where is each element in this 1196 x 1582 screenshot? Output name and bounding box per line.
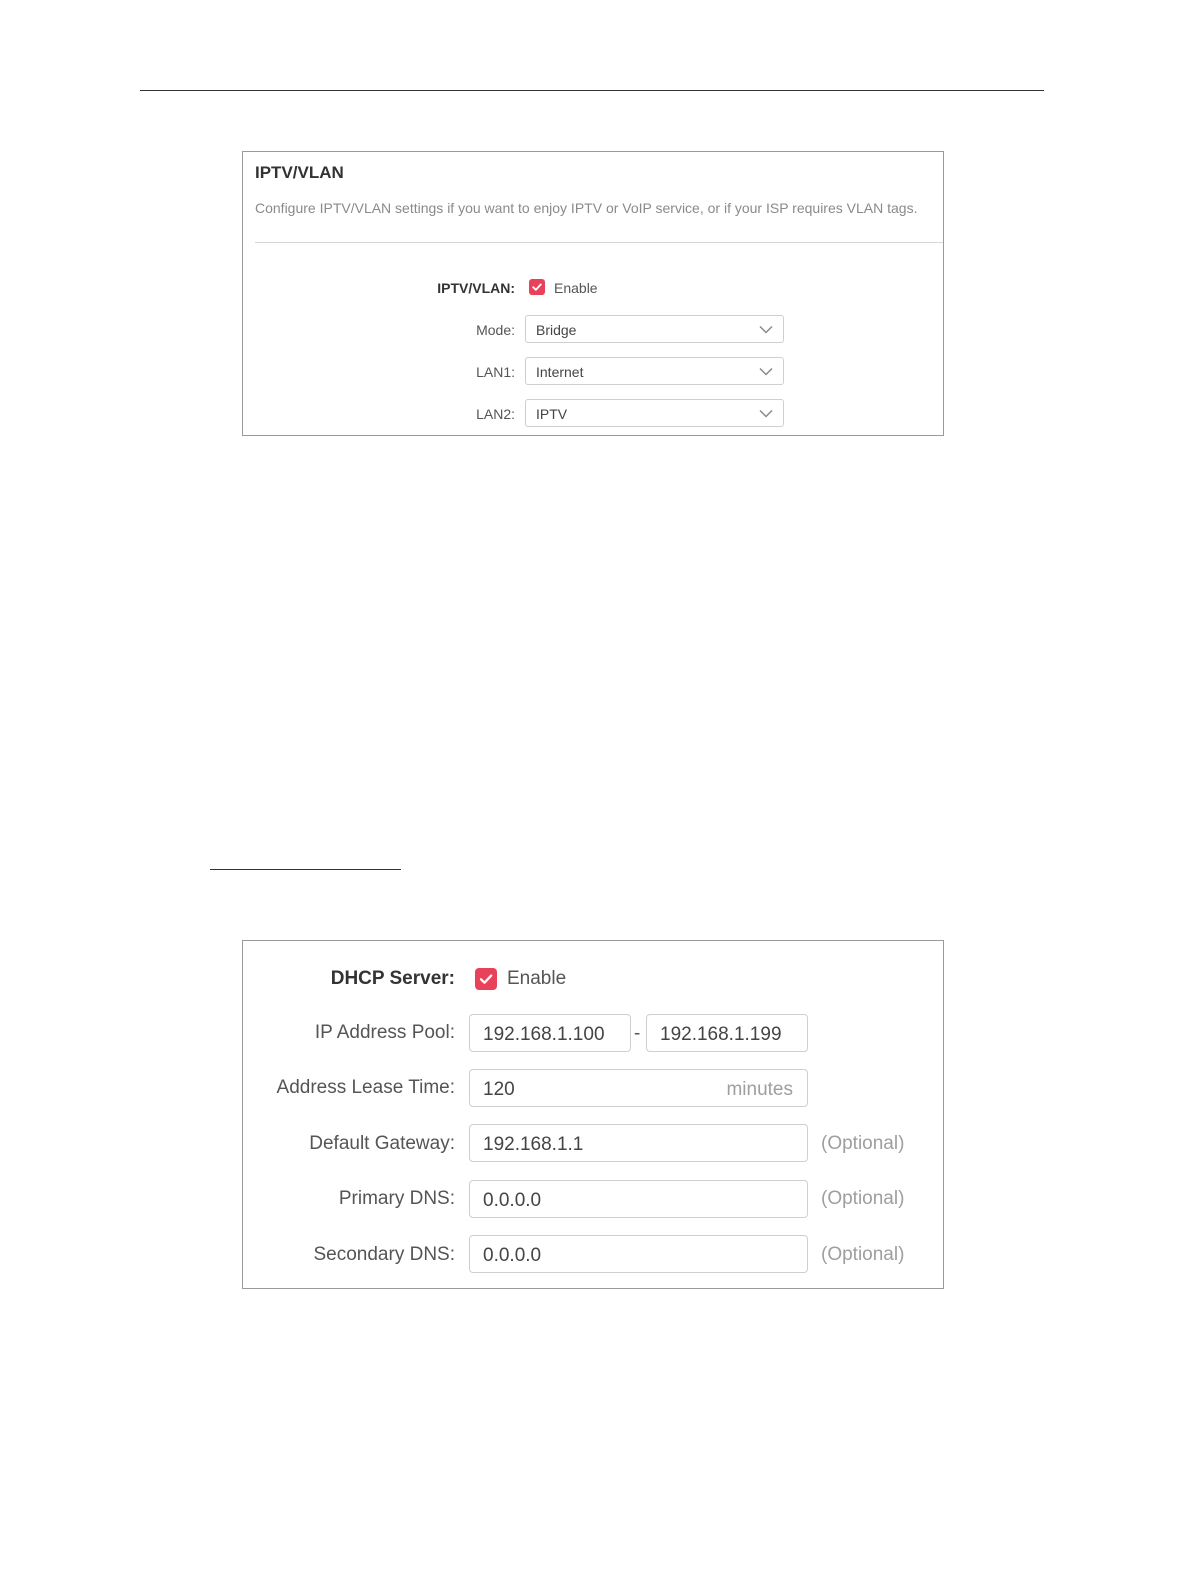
ip-pool-end-input[interactable] [646,1014,808,1052]
iptv-vlan-label: IPTV/VLAN: [437,280,515,296]
gateway-label: Default Gateway: [309,1133,455,1154]
lease-time-label: Address Lease Time: [276,1077,455,1098]
lan1-value: Internet [536,364,584,380]
page-header-rule [140,90,1044,91]
lan2-select[interactable] [525,399,784,427]
lease-time-value: 120 [483,1079,515,1100]
chevron-down-icon [759,367,773,376]
ip-pool-end-value: 192.168.1.199 [660,1024,782,1045]
lan2-label: LAN2: [476,406,515,422]
primary-dns-value: 0.0.0.0 [483,1190,542,1211]
mode-select[interactable] [525,315,784,343]
dhcp-enable-label: Enable [507,968,567,989]
ip-pool-separator: - [634,1023,641,1044]
chevron-down-icon [759,325,773,334]
lan1-select[interactable] [525,357,784,385]
divider [255,242,943,243]
ip-pool-start-value: 192.168.1.100 [483,1024,605,1045]
secondary-dns-label: Secondary DNS: [313,1244,455,1265]
iptv-vlan-panel [242,151,944,436]
primary-dns-optional-hint: (Optional) [821,1188,905,1209]
secondary-dns-optional-hint: (Optional) [821,1244,905,1265]
dhcp-server-label: DHCP Server: [330,968,455,989]
panel-title: IPTV/VLAN [255,163,344,182]
gateway-value: 192.168.1.1 [483,1134,584,1155]
check-icon [529,279,545,295]
ip-pool-label: IP Address Pool: [314,1022,455,1043]
mode-value: Bridge [536,322,577,338]
dhcp-server-panel [242,940,944,1289]
primary-dns-input[interactable] [469,1180,808,1218]
section-link-underline [210,869,401,870]
lease-time-input[interactable] [469,1069,808,1107]
lan1-label: LAN1: [476,364,515,380]
secondary-dns-input[interactable] [469,1235,808,1273]
dhcp-enable-checkbox[interactable] [475,968,497,990]
secondary-dns-value: 0.0.0.0 [483,1245,542,1266]
check-icon [475,968,497,990]
panel-description: Configure IPTV/VLAN settings if you want to enjoy IPTV or VoIP service, or if your ISP requires VLAN tags. [255,200,918,216]
iptv-enable-checkbox[interactable] [529,279,545,295]
ip-pool-start-input[interactable] [469,1014,631,1052]
lan2-value: IPTV [536,406,568,422]
gateway-optional-hint: (Optional) [821,1133,905,1154]
mode-label: Mode: [476,322,515,338]
lease-time-unit: minutes [726,1079,793,1100]
primary-dns-label: Primary DNS: [338,1188,455,1209]
chevron-down-icon [759,409,773,418]
iptv-enable-label: Enable [554,280,598,296]
gateway-input[interactable] [469,1124,808,1162]
